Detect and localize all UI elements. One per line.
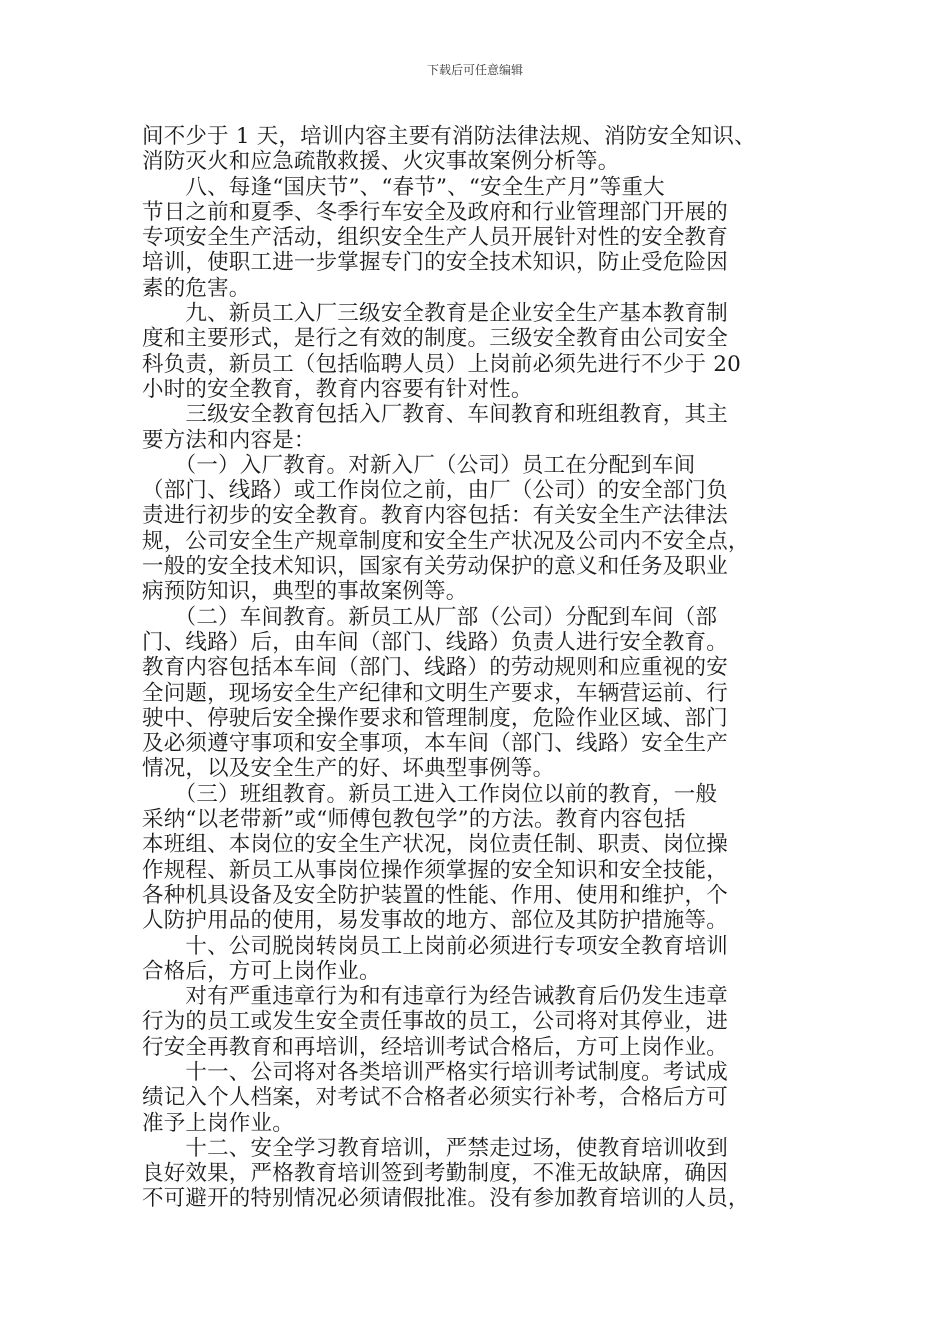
text-line: 作规程、新员工从事岗位操作须掌握的安全知识和安全技能， [142, 857, 728, 883]
text-line: 小时的安全教育，教育内容要有针对性。 [142, 376, 533, 402]
text-line: 准予上岗作业。 [142, 1110, 294, 1136]
text-line: 十二、安全学习教育培训，严禁走过场，使教育培训收到 [142, 1135, 728, 1161]
page-header: 下载后可任意编辑 [426, 63, 523, 77]
text-line: 全问题，现场安全生产纪律和文明生产要求，车辆营运前、行 [142, 680, 728, 706]
text-line: 门、线路）后，由车间（部门、线路）负责人进行安全教育。 [142, 629, 728, 655]
document-body [142, 124, 802, 1212]
text-line: 专项安全生产活动，组织安全生产人员开展针对性的安全教育 [142, 225, 728, 251]
text-line: 对有严重违章行为和有违章行为经告诫教育后仍发生违章 [142, 984, 728, 1010]
text-line: 不可避开的特别情况必须请假批准。没有参加教育培训的人员， [142, 1186, 750, 1212]
text-line: 规，公司安全生产规章制度和安全生产状况及公司内不安全点， [142, 528, 750, 554]
text-line: 素的危害。 [142, 275, 251, 301]
text-line: （部门、线路）或工作岗位之前，由厂（公司）的安全部门负 [142, 478, 728, 504]
text-line: 一般的安全技术知识，国家有关劳动保护的意义和任务及职业 [142, 554, 728, 580]
text-line: 科负责，新员工（包括临聘人员）上岗前必须先进行不少于 20 [142, 351, 741, 377]
text-line: 责进行初步的安全教育。教育内容包括：有关安全生产法律法 [142, 503, 728, 529]
text-line: 绩记入个人档案，对考试不合格者必须实行补考，合格后方可 [142, 1085, 728, 1111]
text-line: 及必须遵守事项和安全事项，本车间（部门、线路）安全生产 [142, 731, 728, 757]
text-line: 行为的员工或发生安全责任事故的员工，公司将对其停业，进 [142, 1009, 728, 1035]
text-line: 病预防知识，典型的事故案例等。 [142, 579, 468, 605]
text-line: 行安全再教育和再培训，经培训考试合格后，方可上岗作业。 [142, 1034, 728, 1060]
text-line: 消防灭火和应急疏散救援、火灾事故案例分析等。 [142, 149, 620, 175]
text-line: 十、公司脱岗转岗员工上岗前必须进行专项安全教育培训 [142, 933, 728, 959]
text-line: 良好效果，严格教育培训签到考勤制度，不准无故缺席，确因 [142, 1161, 728, 1187]
text-line: 合格后，方可上岗作业。 [142, 958, 381, 984]
text-line: 教育内容包括本车间（部门、线路）的劳动规则和应重视的安 [142, 655, 728, 681]
text-line: 三级安全教育包括入厂教育、车间教育和班组教育，其主 [142, 402, 728, 428]
text-line: 节日之前和夏季、冬季行车安全及政府和行业管理部门开展的 [142, 199, 728, 225]
text-line: （二）车间教育。新员工从厂部（公司）分配到车间（部 [142, 604, 718, 630]
text-line: （三）班组教育。新员工进入工作岗位以前的教育，一般 [142, 781, 718, 807]
text-line: 培训，使职工进一步掌握专门的安全技术知识，防止受危险因 [142, 250, 728, 276]
text-line: 八、每逢“国庆节”、“春节”、“安全生产月”等重大 [142, 174, 665, 200]
text-line: 要方法和内容是： [142, 427, 316, 453]
text-line: 十一、公司将对各类培训严格实行培训考试制度。考试成 [142, 1059, 728, 1085]
text-line: （一）入厂教育。对新入厂（公司）员工在分配到车间 [142, 452, 696, 478]
text-line: 本班组、本岗位的安全生产状况，岗位责任制、职责、岗位操 [142, 832, 728, 858]
text-line: 各种机具设备及安全防护装置的性能、作用、使用和维护，个 [142, 882, 728, 908]
text-line: 度和主要形式，是行之有效的制度。三级安全教育由公司安全 [142, 326, 728, 352]
text-line: 采纳“以老带新”或“师傅包教包学”的方法。教育内容包括 [142, 807, 686, 833]
text-line: 情况，以及安全生产的好、坏典型事例等。 [142, 756, 555, 782]
text-line: 人防护用品的使用，易发事故的地方、部位及其防护措施等。 [142, 908, 728, 934]
text-line: 九、新员工入厂三级安全教育是企业安全生产基本教育制 [142, 301, 728, 327]
text-line: 间不少于 1 天，培训内容主要有消防法律法规、消防安全知识、 [142, 124, 756, 149]
text-line: 驶中、停驶后安全操作要求和管理制度，危险作业区域、部门 [142, 705, 728, 731]
